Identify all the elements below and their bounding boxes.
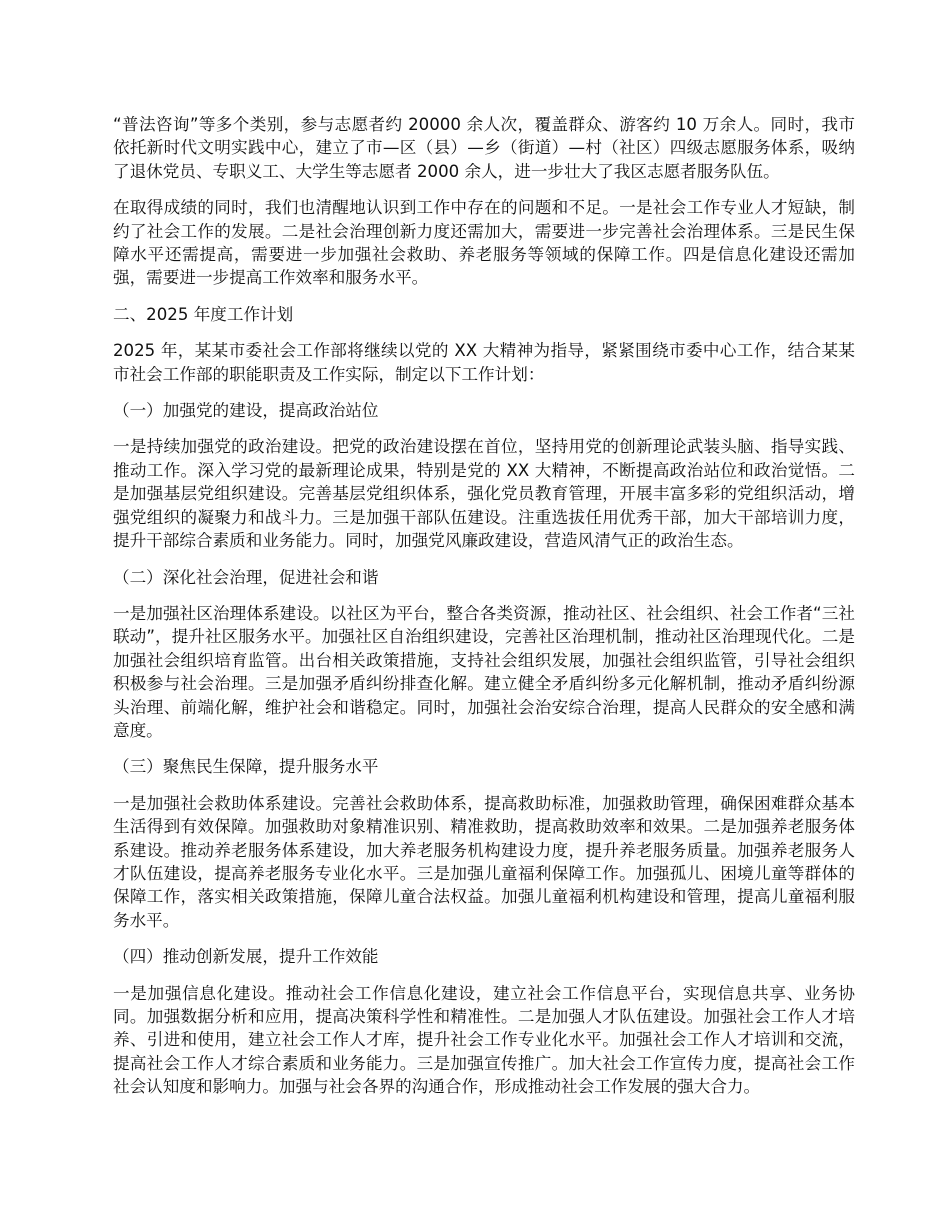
- subheading-innovation: （四）推动创新发展，提升工作效能: [113, 947, 379, 967]
- subheading-social-governance: （二）深化社会治理，促进社会和谐: [113, 567, 379, 587]
- subheading-party-building: （一）加强党的建设，提高政治站位: [113, 401, 379, 421]
- section-heading-2025-plan: 二、2025 年度工作计划: [113, 304, 294, 324]
- paragraph-innovation: 一是加强信息化建设。推动社会工作信息化建设，建立社会工作信息平台，实现信息共享、业务协同。加强数据分析和应用，提高决策科学性和精准性。二是加强人才队伍建设。加强社会工作人才培养、引进和使用，建立社会工作人才库，提升社会工作专业化水平。加强社会工作人才培训和交流，提高社会工作人才综合素质和业务能力。三是加强宣传推广。加大社会工作宣传力度，提高社会工作社会认知度和影响力。加强与社会各界的沟通合作，形成推动社会工作发展的强大合力。: [113, 983, 855, 1097]
- subheading-livelihood: （三）聚焦民生保障，提升服务水平: [113, 757, 379, 777]
- paragraph-volunteer-summary: “普法咨询”等多个类别，参与志愿者约 20000 余人次，覆盖群众、游客约 10 万余人。同时，我市依托新时代文明实践中心，建立了市—区（县）—乡（街道）—村（社区）四级志愿服务体系，吸纳了退休党员、专职义工、大学生等志愿者 2000 余人，进一步壮大了我区志愿者服务队伍。: [113, 115, 855, 181]
- paragraph-problems: 在取得成绩的同时，我们也清醒地认识到工作中存在的问题和不足。一是社会工作专业人才短缺，制约了社会工作的发展。二是社会治理创新力度还需加大，需要进一步完善社会治理体系。三是民生保障水平还需提高，需要进一步加强社会救助、养老服务等领域的保障工作。四是信息化建设还需加强，需要进一步提高工作效率和服务水平。: [113, 198, 855, 288]
- paragraph-livelihood: 一是加强社会救助体系建设。完善社会救助体系，提高救助标准，加强救助管理，确保困难群众基本生活得到有效保障。加强救助对象精准识别、精准救助，提高救助效率和效果。二是加强养老服务体系建设。推动养老服务体系建设，加大养老服务机构建设力度，提升养老服务质量。加强养老服务人才队伍建设，提高养老服务专业化水平。三是加强儿童福利保障工作。加强孤儿、困境儿童等群体的保障工作，落实相关政策措施，保障儿童合法权益。加强儿童福利机构建设和管理，提高儿童福利服务水平。: [113, 793, 855, 930]
- paragraph-plan-intro: 2025 年，某某市委社会工作部将继续以党的 XX 大精神为指导，紧紧围绕市委中心工作，结合某某市社会工作部的职能职责及工作实际，制定以下工作计划：: [113, 341, 855, 384]
- document-page: [113, 113, 855, 1112]
- paragraph-social-governance: 一是加强社区治理体系建设。以社区为平台，整合各类资源，推动社区、社会组织、社会工作者“三社联动”，提升社区服务水平。加强社区自治组织建设，完善社区治理机制，推动社区治理现代化。二是加强社会组织培育监管。出台相关政策措施，支持社会组织发展，加强社会组织监管，引导社会组织积极参与社会治理。三是加强矛盾纠纷排查化解。建立健全矛盾纠纷多元化解机制，推动矛盾纠纷源头治理、前端化解，维护社会和谐稳定。同时，加强社会治安综合治理，提高人民群众的安全感和满意度。: [113, 603, 855, 740]
- paragraph-party-building: 一是持续加强党的政治建设。把党的政治建设摆在首位，坚持用党的创新理论武装头脑、指导实践、推动工作。深入学习党的最新理论成果，特别是党的 XX 大精神，不断提高政治站位和政治觉悟。二是加强基层党组织建设。完善基层党组织体系，强化党员教育管理，开展丰富多彩的党组织活动，增强党组织的凝聚力和战斗力。三是加强干部队伍建设。注重选拔任用优秀干部，加大干部培训力度，提升干部综合素质和业务能力。同时，加强党风廉政建设，营造风清气正的政治生态。: [113, 437, 855, 551]
